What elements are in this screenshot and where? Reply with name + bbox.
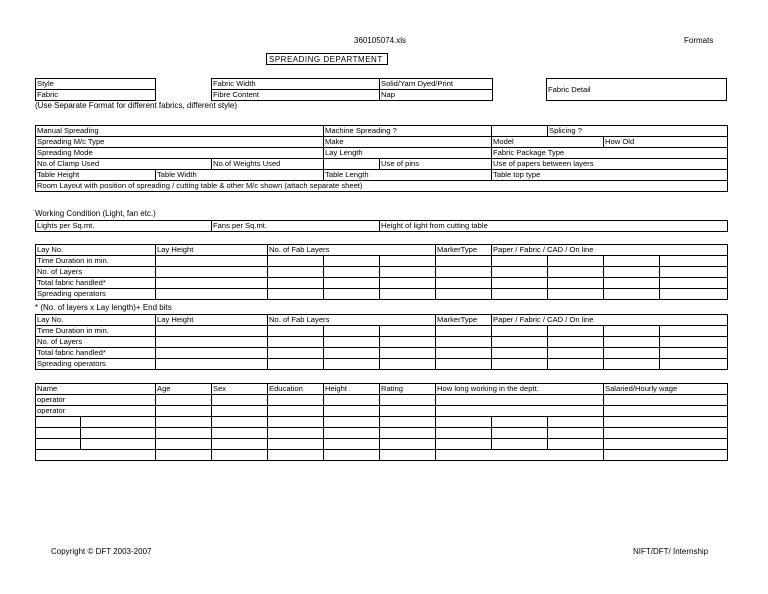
lay-height-header: Lay Height (156, 245, 268, 256)
lay-note: * (No. of layers x Lay length)+ End bits (35, 303, 172, 312)
table-height-cell[interactable]: Table Height (36, 170, 156, 181)
splicing-cell[interactable]: Splicing ? (548, 126, 728, 137)
fabric-table (35, 78, 493, 101)
fab-layers-header: No. of Fab Layers (268, 245, 436, 256)
operator-row[interactable]: operator (36, 395, 156, 406)
lay-no-header: Lay No. (36, 245, 156, 256)
row-label: Time Duration in min. (36, 326, 156, 337)
row-label: Total fabric handled* (36, 278, 156, 289)
clamp-cell[interactable]: No.of Clamp Used (36, 159, 212, 170)
pins-cell[interactable]: Use of pins (380, 159, 492, 170)
package-type-cell[interactable]: Fabric Package Type (492, 148, 728, 159)
table-length-cell[interactable]: Table Length (324, 170, 492, 181)
row-label: No. of Layers (36, 337, 156, 348)
how-old-cell[interactable]: How Old (604, 137, 728, 148)
paper-header: Paper / Fabric / CAD / On line (492, 245, 728, 256)
fibre-content-cell[interactable]: Fibre Content (212, 90, 380, 101)
marker-header: MarkerType (436, 315, 492, 326)
row-label: No. of Layers (36, 267, 156, 278)
row-label: Spreading operators (36, 289, 156, 300)
lay-no-header: Lay No. (36, 315, 156, 326)
spreading-table (35, 125, 728, 192)
age-header: Age (156, 384, 212, 395)
row-label: Time Duration in min. (36, 256, 156, 267)
file-name: 360105074.xls (354, 36, 407, 45)
fabric-detail-label: Fabric Detail (548, 85, 591, 94)
manual-spreading-cell[interactable]: Manual Spreading (36, 126, 324, 137)
marker-header: MarkerType (436, 245, 492, 256)
machine-spreading-cell[interactable]: Machine Spreading ? (324, 126, 492, 137)
education-header: Education (268, 384, 324, 395)
row-label: Total fabric handled* (36, 348, 156, 359)
footer-right: NIFT/DFT/ Internship (633, 547, 709, 556)
height-light-cell[interactable]: Height of light from cutting table (380, 221, 728, 232)
solid-yarn-cell[interactable]: Solid/Yarn Dyed/Print (380, 79, 493, 90)
rating-header: Rating (380, 384, 436, 395)
lights-cell[interactable]: Lights per Sq.mt. (36, 221, 212, 232)
operator-table (35, 383, 728, 461)
height-header: Height (324, 384, 380, 395)
fans-cell[interactable]: Fans per Sq.mt. (212, 221, 380, 232)
nap-cell[interactable]: Nap (380, 90, 493, 101)
make-cell[interactable]: Make (324, 137, 492, 148)
lay-table-2 (35, 314, 728, 370)
sex-header: Sex (212, 384, 268, 395)
fabric-width-cell[interactable]: Fabric Width (212, 79, 380, 90)
mc-type-cell[interactable]: Spreading M/c Type (36, 137, 324, 148)
working-condition-label: Working Condition (Light, fan etc.) (35, 209, 156, 218)
lay-length-cell[interactable]: Lay Length (324, 148, 492, 159)
table-top-cell[interactable]: Table top type (492, 170, 728, 181)
fabric-note: (Use Separate Format for different fabrics, different style) (35, 101, 238, 110)
formats-label: Formats (684, 36, 714, 45)
row-label: Spreading operators (36, 359, 156, 370)
model-cell[interactable]: Model (492, 137, 604, 148)
papers-cell[interactable]: Use of papers between layers (492, 159, 728, 170)
lay-table-1 (35, 244, 728, 300)
weights-cell[interactable]: No.of Weights Used (212, 159, 324, 170)
copyright: Copyright © DFT 2003-2007 (51, 547, 152, 556)
style-cell[interactable]: Style (36, 79, 156, 90)
page-title: SPREADING DEPARTMENT (266, 53, 388, 65)
working-duration-header: How long working in the deptt. (436, 384, 604, 395)
operator-row[interactable]: operator (36, 406, 156, 417)
lay-height-header: Lay Height (156, 315, 268, 326)
table-width-cell[interactable]: Table Width (156, 170, 324, 181)
fabric-detail-box[interactable] (546, 78, 727, 101)
room-layout-cell[interactable]: Room Layout with position of spreading / cutting table & other M/c shown (attach separate sheet) (36, 181, 728, 192)
fab-layers-header: No. of Fab Layers (268, 315, 436, 326)
working-table (35, 220, 728, 232)
name-header: Name (36, 384, 156, 395)
fabric-cell[interactable]: Fabric (36, 90, 156, 101)
spreading-mode-cell[interactable]: Spreading Mode (36, 148, 324, 159)
paper-header: Paper / Fabric / CAD / On line (492, 315, 728, 326)
wage-header: Salaried/Hourly wage (604, 384, 728, 395)
